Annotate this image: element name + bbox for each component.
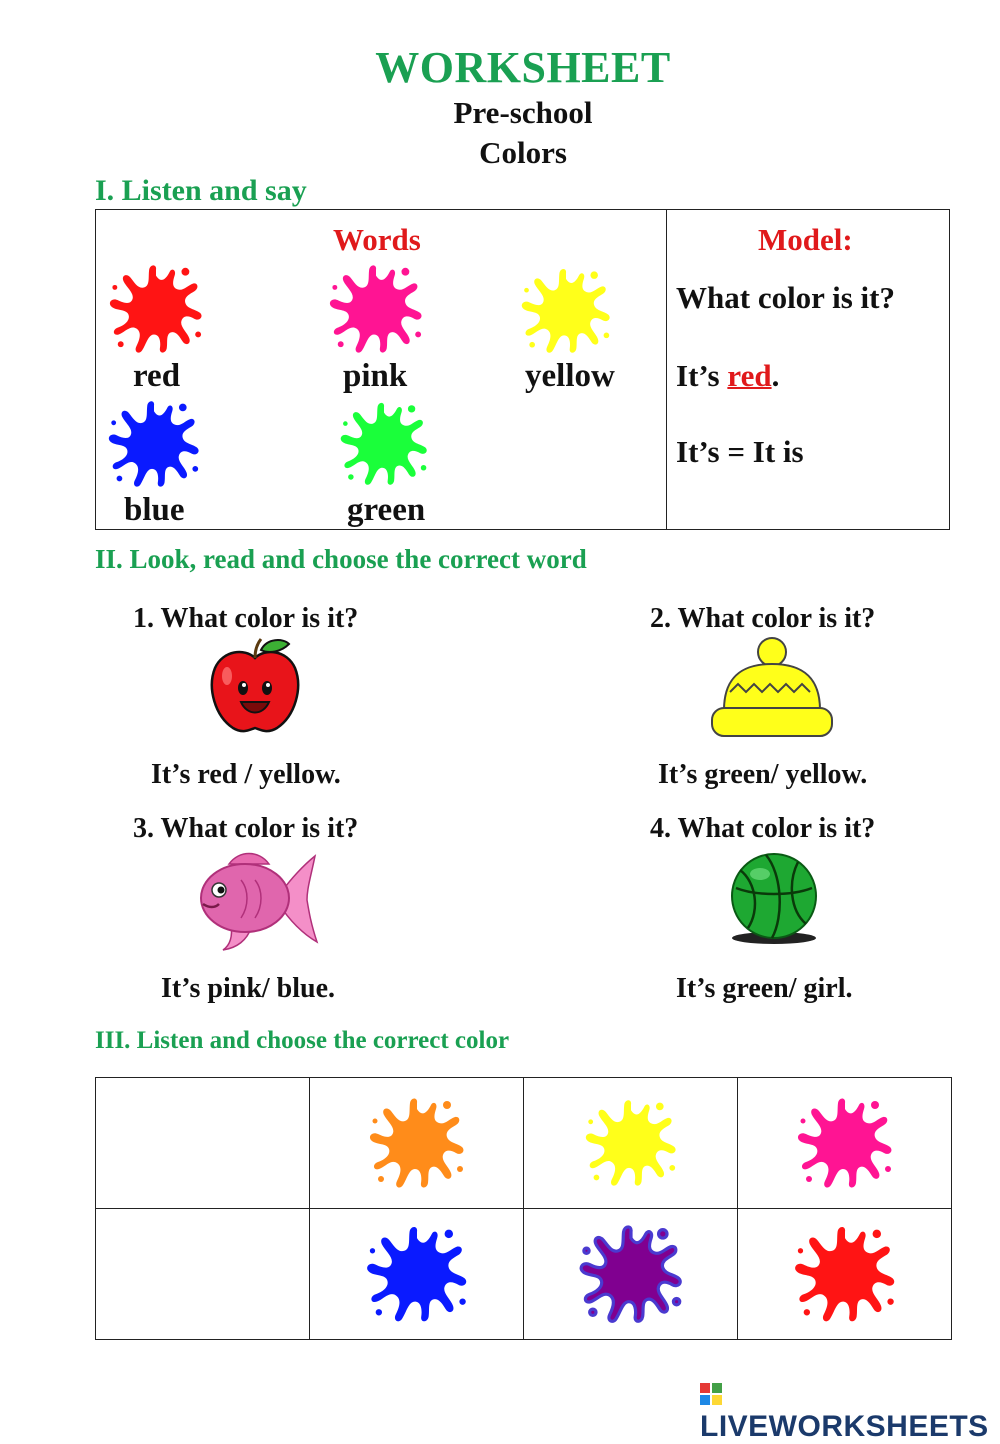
word-pink: pink	[343, 358, 408, 394]
splat-red-icon	[790, 1219, 900, 1325]
answer-cell[interactable]	[96, 1209, 310, 1340]
model-heading: Model:	[758, 222, 853, 257]
splat-pink-icon	[324, 258, 428, 356]
model-answer	[676, 358, 779, 394]
ball-icon	[726, 852, 822, 946]
splat-blue-icon	[104, 394, 204, 490]
splat-red-icon	[104, 258, 208, 356]
answer-1[interactable]: It’s red / yellow.	[151, 759, 341, 790]
section3-heading: III. Listen and choose the correct color	[95, 1027, 510, 1054]
model-note: It’s = It is	[676, 434, 804, 469]
color-choice-cell[interactable]	[524, 1209, 738, 1340]
color-choice-cell[interactable]	[738, 1209, 952, 1340]
splat-purple-icon	[576, 1219, 686, 1325]
words-heading: Words	[333, 222, 421, 257]
splat-yellow-icon	[516, 262, 616, 356]
hat-icon	[708, 636, 836, 740]
section2-heading: II. Look, read and choose the correct word	[95, 544, 587, 574]
splat-orange-icon	[365, 1091, 469, 1191]
model-answer-suffix: .	[771, 358, 780, 393]
section1-heading: I. Listen and say	[95, 174, 307, 207]
splat-blue-icon	[362, 1219, 472, 1325]
question-2: 2. What color is it?	[650, 603, 876, 634]
word-blue: blue	[124, 492, 185, 528]
logo-text: LIVEWORKSHEETS	[700, 1410, 989, 1443]
answer-2[interactable]: It’s green/ yellow.	[658, 759, 868, 790]
question-4: 4. What color is it?	[650, 813, 876, 844]
model-answer-prefix: It’s	[676, 358, 728, 393]
answer-3[interactable]: It’s pink/ blue.	[161, 973, 336, 1004]
liveworksheets-logo	[700, 1376, 1000, 1444]
color-choice-cell[interactable]	[310, 1209, 524, 1340]
answer-4[interactable]: It’s green/ girl.	[676, 973, 853, 1004]
color-choice-cell[interactable]	[738, 1078, 952, 1209]
color-choice-table	[95, 1077, 952, 1340]
box-divider	[666, 210, 667, 529]
question-1: 1. What color is it?	[133, 603, 359, 634]
word-green: green	[347, 492, 426, 528]
question-3: 3. What color is it?	[133, 813, 359, 844]
splat-yellow-icon	[581, 1093, 681, 1189]
color-choice-cell[interactable]	[310, 1078, 524, 1209]
topic-subtitle: Colors	[479, 135, 567, 170]
fish-icon	[193, 846, 319, 952]
splat-green-icon	[334, 396, 434, 488]
logo-mark-icon	[700, 1383, 722, 1405]
answer-cell[interactable]	[96, 1078, 310, 1209]
word-red: red	[133, 358, 181, 394]
model-question: What color is it?	[676, 280, 895, 315]
table-row	[96, 1078, 952, 1209]
word-yellow: yellow	[525, 358, 615, 394]
page-title: WORKSHEET	[375, 43, 671, 92]
level-subtitle: Pre-school	[453, 95, 593, 130]
splat-pink-icon	[793, 1091, 897, 1191]
apple-icon	[205, 636, 305, 736]
table-row	[96, 1209, 952, 1340]
model-answer-word: red	[727, 358, 772, 393]
color-choice-cell[interactable]	[524, 1078, 738, 1209]
listen-and-say-box	[95, 209, 950, 530]
